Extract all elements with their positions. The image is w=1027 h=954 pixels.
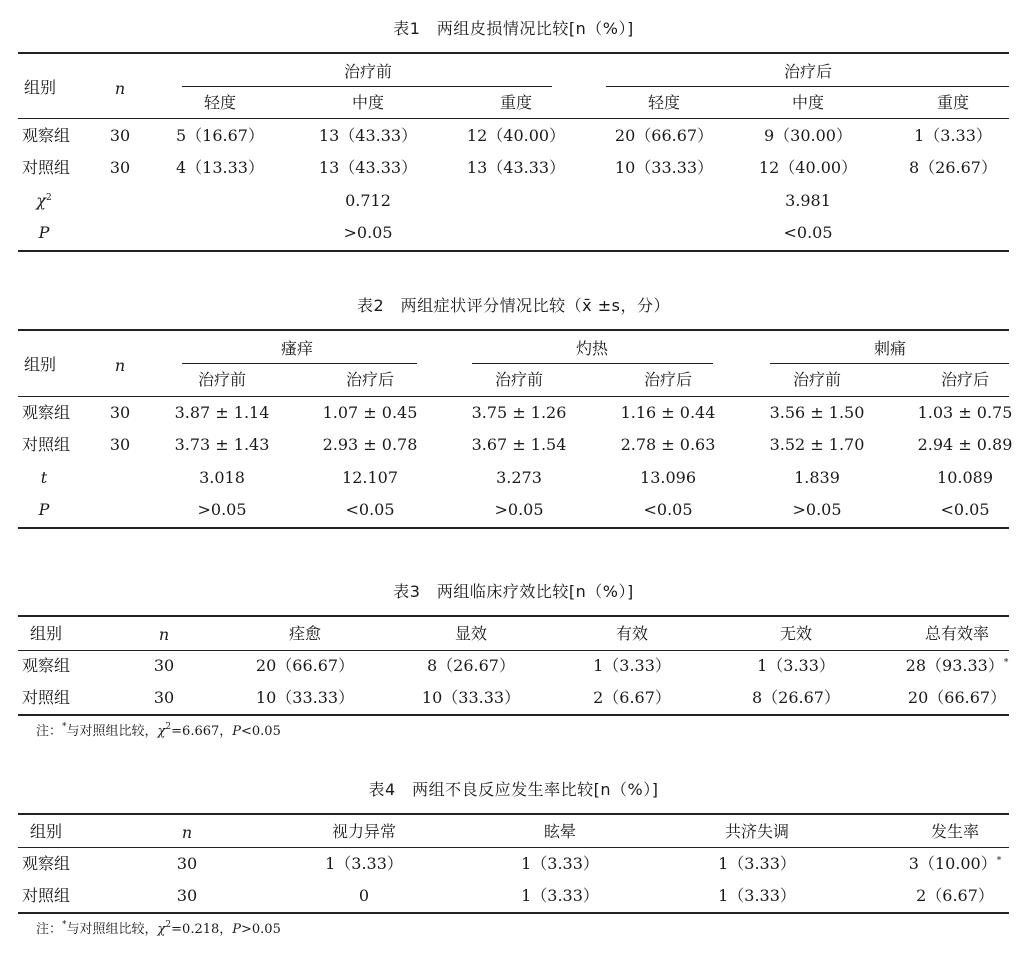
- table1-chi-before: 0.712: [345, 191, 391, 210]
- table-cell: 20（66.67）: [614, 126, 714, 145]
- table4-top-rule: [18, 813, 1009, 815]
- table-cell: 8（26.67）: [909, 158, 997, 177]
- note-p-value: >0.05: [241, 922, 281, 937]
- note-text: 与对照组比较，: [66, 922, 158, 937]
- table-cell: 1（3.33）: [718, 886, 796, 905]
- table4-header: 发生率: [930, 822, 980, 841]
- table-cell: 13（43.33）: [466, 158, 566, 177]
- table4-header-rule: [18, 847, 1009, 848]
- note-value: =0.218，: [171, 922, 233, 937]
- table-cell: 10（33.33）: [614, 158, 714, 177]
- table-row-group: 观察组: [21, 126, 71, 145]
- table-row-n: 30: [109, 403, 131, 422]
- table2-t-value: 1.839: [794, 468, 840, 487]
- table-cell: 1（3.33）: [521, 886, 599, 905]
- total-value: 28（93.33）: [905, 656, 1004, 675]
- table2-t-value: 12.107: [342, 468, 398, 487]
- table3-note: [36, 723, 281, 741]
- table4-header: 共济失调: [724, 822, 790, 841]
- table3-bottom-rule: [18, 714, 1009, 716]
- table2-t-value: 13.096: [640, 468, 696, 487]
- table4-bottom-rule: [18, 912, 1009, 914]
- note-prefix: 注：: [36, 922, 63, 937]
- note-text: 与对照组比较，: [66, 724, 158, 739]
- table-cell: 2.94 ± 0.89: [917, 435, 1013, 454]
- significance-mark: *: [996, 856, 1002, 866]
- table2-burn-span-rule: [472, 363, 713, 364]
- table4-header: 眩晕: [543, 822, 577, 841]
- table2-sub-header: 治疗前: [494, 370, 544, 389]
- table2-sting-span-rule: [770, 363, 1009, 364]
- table4-header: 视力异常: [331, 822, 397, 841]
- table1-stat-p-label: P: [38, 223, 50, 242]
- table2-caption: 表2 两组症状评分情况比较（x̄ ±s，分）: [357, 296, 670, 315]
- rate-value: 3（10.00）: [908, 854, 997, 873]
- note-chi: χ: [157, 724, 166, 739]
- table-row-n: 30: [109, 435, 131, 454]
- table1-p-before: >0.05: [343, 223, 393, 242]
- note-p-value: <0.05: [241, 724, 281, 739]
- table-cell: 1（3.33）: [718, 854, 796, 873]
- table1-sub-header: 中度: [351, 93, 385, 112]
- table2-sub-header: 治疗后: [940, 370, 990, 389]
- table-cell: 1（3.33）: [593, 656, 671, 675]
- table-cell: 8（26.67）: [427, 656, 515, 675]
- table2-sub-header: 治疗后: [345, 370, 395, 389]
- table2-itch-span-rule: [182, 363, 417, 364]
- table1-p-after: <0.05: [783, 223, 833, 242]
- table3-top-rule: [18, 615, 1009, 617]
- table2-sub-header: 治疗前: [792, 370, 842, 389]
- table4-caption: 表4 两组不良反应发生率比较[n（%）]: [368, 780, 659, 799]
- table2-group-burn: 灼热: [575, 339, 609, 358]
- table1-stat-chi-label: [36, 190, 51, 212]
- table2-p-value: <0.05: [940, 500, 990, 519]
- table3-header: 痊愈: [288, 624, 322, 643]
- note-p: P: [232, 922, 242, 937]
- table-cell: 10（33.33）: [421, 688, 521, 707]
- table-cell: 0: [358, 886, 370, 905]
- table3-caption: 表3 两组临床疗效比较[n（%）]: [393, 582, 634, 601]
- table3-header: 显效: [454, 624, 488, 643]
- table-cell: 3.52 ± 1.70: [769, 435, 865, 454]
- table-cell-rate: [909, 853, 1002, 875]
- table3-header: 总有效率: [924, 624, 990, 643]
- table-cell: 1（3.33）: [757, 656, 835, 675]
- table1-header-n: n: [114, 79, 126, 98]
- table-cell: 1.03 ± 0.75: [917, 403, 1013, 422]
- table-cell: 20（66.67）: [255, 656, 355, 675]
- table2-sub-header: 治疗前: [197, 370, 247, 389]
- chi-superscript: 2: [45, 193, 52, 203]
- table-row-group: 对照组: [21, 158, 71, 177]
- chi-symbol: χ: [36, 191, 46, 210]
- note-sup: 2: [165, 722, 172, 732]
- table1-sub-header: 轻度: [647, 93, 681, 112]
- table2-p-value: <0.05: [643, 500, 693, 519]
- table-cell: 1.16 ± 0.44: [620, 403, 716, 422]
- table-cell: 5（16.67）: [176, 126, 264, 145]
- table-row-n: 30: [109, 126, 131, 145]
- table1-before-span-rule: [182, 86, 552, 87]
- table-cell: 1（3.33）: [521, 854, 599, 873]
- table-row-n: 30: [176, 854, 198, 873]
- table3-header: 有效: [615, 624, 649, 643]
- table-cell-total: [906, 655, 1009, 677]
- table1-after-span-rule: [606, 86, 1009, 87]
- note-chi: χ: [157, 922, 166, 937]
- table2-p-value: >0.05: [197, 500, 247, 519]
- table3-header: 组别: [29, 624, 63, 643]
- table-cell: 3.56 ± 1.50: [769, 403, 865, 422]
- table-cell: 4（13.33）: [176, 158, 264, 177]
- table2-header-n: n: [114, 356, 126, 375]
- table1-sub-header: 轻度: [203, 93, 237, 112]
- table-cell: 10（33.33）: [255, 688, 355, 707]
- table-row-group: 观察组: [21, 403, 71, 422]
- table1-header-before: 治疗前: [343, 62, 393, 81]
- table2-stat-t-label: t: [40, 468, 48, 487]
- table-row-n: 30: [153, 656, 175, 675]
- table1-header-rule: [18, 118, 1009, 119]
- table1-sub-header: 重度: [499, 93, 533, 112]
- table2-t-value: 3.273: [496, 468, 542, 487]
- table4-header: n: [181, 823, 193, 842]
- significance-mark: *: [1003, 658, 1009, 668]
- table-cell: 13（43.33）: [318, 158, 418, 177]
- table3-header: n: [158, 625, 170, 644]
- table2-group-itch: 瘙痒: [280, 339, 314, 358]
- table2-p-value: >0.05: [494, 500, 544, 519]
- table-row-n: 30: [109, 158, 131, 177]
- table2-sub-header: 治疗后: [643, 370, 693, 389]
- table-cell: 1.07 ± 0.45: [322, 403, 418, 422]
- table3-header-rule: [18, 650, 1009, 651]
- table-cell: 3.73 ± 1.43: [174, 435, 270, 454]
- table-cell: 20（66.67）: [907, 688, 1007, 707]
- table2-top-rule: [18, 329, 1009, 331]
- table-row-group: 对照组: [21, 688, 71, 707]
- table1-sub-header: 中度: [791, 93, 825, 112]
- table2-header-group: 组别: [23, 355, 57, 374]
- table-cell: 2.93 ± 0.78: [322, 435, 418, 454]
- table4-note: [36, 921, 281, 939]
- table1-chi-after: 3.981: [785, 191, 831, 210]
- table-cell: 9（30.00）: [764, 126, 852, 145]
- table-cell: 2.78 ± 0.63: [620, 435, 716, 454]
- note-value: =6.667，: [171, 724, 233, 739]
- table1-header-after: 治疗后: [783, 62, 833, 81]
- table4-header: 组别: [29, 822, 63, 841]
- table-cell: 12（40.00）: [758, 158, 858, 177]
- table-row-group: 对照组: [21, 886, 71, 905]
- table-cell: 1（3.33）: [325, 854, 403, 873]
- note-mark: *: [62, 722, 67, 732]
- table-row-n: 30: [153, 688, 175, 707]
- table2-p-value: >0.05: [792, 500, 842, 519]
- note-mark: *: [62, 920, 67, 930]
- note-prefix: 注：: [36, 724, 63, 739]
- table2-t-value: 3.018: [199, 468, 245, 487]
- table-row-group: 观察组: [21, 656, 71, 675]
- table2-t-value: 10.089: [937, 468, 993, 487]
- table-row-group: 观察组: [21, 854, 71, 873]
- table-cell: 8（26.67）: [752, 688, 840, 707]
- table-cell: 12（40.00）: [466, 126, 566, 145]
- table1-caption: 表1 两组皮损情况比较[n（%）]: [393, 19, 634, 38]
- table1-sub-header: 重度: [936, 93, 970, 112]
- table2-stat-p-label: P: [38, 500, 50, 519]
- table2-group-sting: 刺痛: [873, 339, 907, 358]
- table-cell: 2（6.67）: [593, 688, 671, 707]
- table-cell: 1（3.33）: [914, 126, 992, 145]
- table-cell: 3.87 ± 1.14: [174, 403, 270, 422]
- table1-bottom-rule: [18, 250, 1009, 252]
- table1-header-group: 组别: [23, 78, 57, 97]
- table-cell: 2（6.67）: [916, 886, 994, 905]
- table3-header: 无效: [779, 624, 813, 643]
- table-cell: 3.75 ± 1.26: [471, 403, 567, 422]
- table2-header-rule: [18, 396, 1009, 397]
- table-cell: 3.67 ± 1.54: [471, 435, 567, 454]
- table2-bottom-rule: [18, 527, 1009, 529]
- note-sup: 2: [165, 920, 172, 930]
- table-row-n: 30: [176, 886, 198, 905]
- table-row-group: 对照组: [21, 435, 71, 454]
- table1-top-rule: [18, 52, 1009, 54]
- table2-p-value: <0.05: [345, 500, 395, 519]
- table-cell: 13（43.33）: [318, 126, 418, 145]
- note-p: P: [232, 724, 242, 739]
